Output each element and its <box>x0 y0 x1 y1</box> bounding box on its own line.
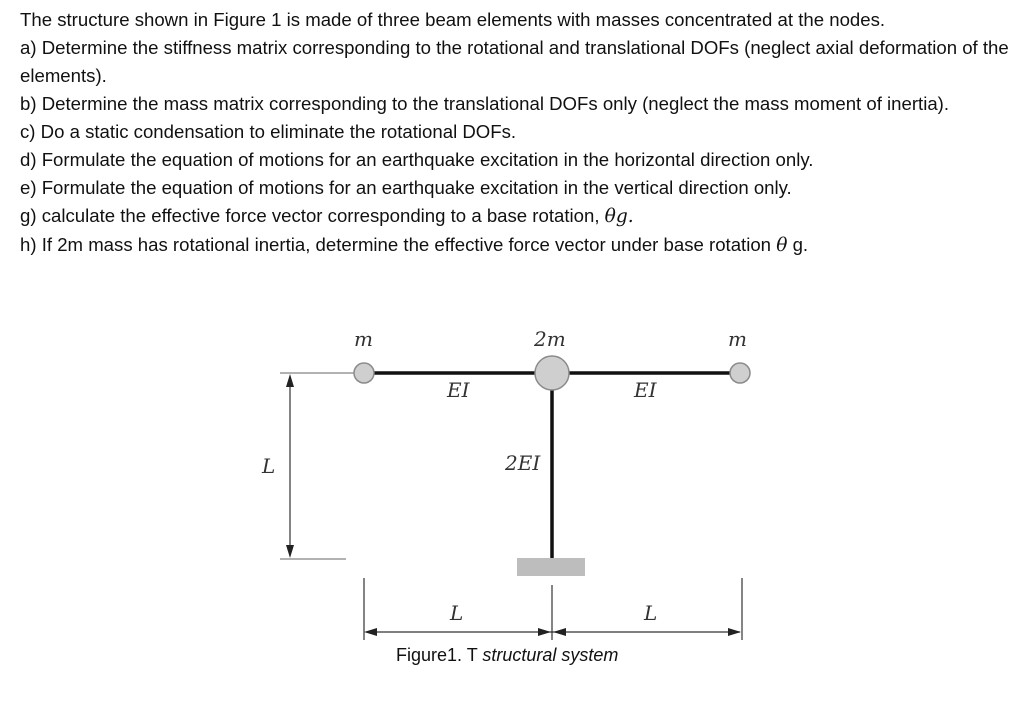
mass-left-node <box>354 363 374 383</box>
height-arrow-top <box>286 374 294 387</box>
figure-caption <box>396 645 618 666</box>
caption-emphasis: structural system <box>482 645 619 665</box>
span-arrow-left-end <box>538 628 551 636</box>
height-arrow-bottom <box>286 545 294 558</box>
dim-left-span-label: L <box>450 601 464 625</box>
span-arrow-left-start <box>364 628 377 636</box>
mass-center-node <box>535 356 569 390</box>
fixed-support <box>517 558 585 576</box>
part-a: a) Determine the stiffness matrix corresponding to the rotational and translational DOFs (neglect axial deformation of the elements). <box>20 37 1009 86</box>
part-h-text: h) If 2m mass has rotational inertia, determine the effective force vector under base rotation <box>20 234 772 255</box>
stiffness-right-label: EI <box>634 378 657 402</box>
part-h-tail: g. <box>792 234 809 255</box>
mass-right-node <box>730 363 750 383</box>
mass-right-label: m <box>728 327 747 351</box>
stiffness-column-label: 2EI <box>505 451 541 475</box>
dim-height-label: L <box>262 454 276 478</box>
caption-prefix: Figure1. T <box>396 645 483 665</box>
part-b: b) Determine the mass matrix corresponding to the translational DOFs only (neglect the mass moment of inertia). <box>20 93 950 114</box>
mass-center-label: 2m <box>534 327 566 351</box>
part-e: e) Formulate the equation of motions for an earthquake excitation in the vertical direction only. <box>20 177 792 198</box>
stiffness-left-label: EI <box>447 378 470 402</box>
part-g-text: g) calculate the effective force vector corresponding to a base rotation, <box>20 205 600 226</box>
part-d: d) Formulate the equation of motions for an earthquake excitation in the horizontal direction only. <box>20 149 814 170</box>
problem-intro: The structure shown in Figure 1 is made of three beam elements with masses concentrated at the nodes. <box>20 9 886 30</box>
span-arrow-right-start <box>553 628 566 636</box>
part-g-symbol: θg. <box>604 206 634 227</box>
part-h-symbol: θ <box>776 235 788 256</box>
span-arrow-right-end <box>728 628 741 636</box>
mass-left-label: m <box>354 327 373 351</box>
part-c: c) Do a static condensation to eliminate the rotational DOFs. <box>20 121 517 142</box>
dim-right-span-label: L <box>644 601 658 625</box>
